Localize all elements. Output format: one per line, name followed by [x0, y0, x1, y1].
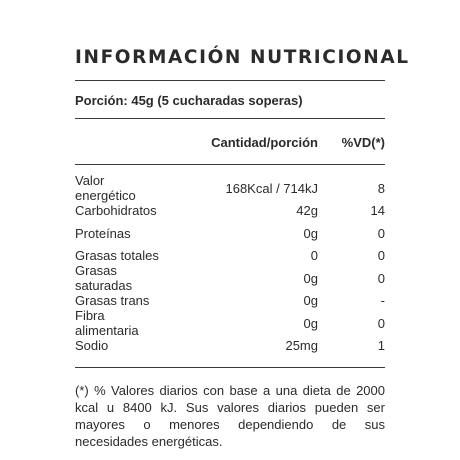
table-row — [75, 222, 385, 245]
nutrient-daily-value: 0 — [377, 225, 385, 241]
table-header — [75, 119, 385, 164]
nutrient-daily-value: 0 — [377, 270, 385, 286]
table-row — [75, 263, 385, 294]
header-daily-value: %VD(*) — [341, 135, 385, 150]
nutrient-amount: 25mg — [285, 338, 318, 354]
nutrient-amount: 0g — [303, 293, 318, 309]
nutrient-table — [75, 165, 385, 367]
nutrient-amount: 168Kcal / 714kJ — [225, 180, 318, 196]
nutrient-daily-value: 0 — [377, 315, 385, 331]
nutrient-daily-value: 8 — [377, 180, 385, 196]
nutrient-daily-value: 14 — [370, 203, 385, 219]
nutrient-amount: 0g — [303, 315, 318, 331]
nutrient-amount: 0g — [303, 225, 318, 241]
nutrient-name: Valor energético — [75, 173, 136, 204]
panel-title: INFORMACIÓN NUTRICIONAL — [75, 47, 410, 68]
nutrient-daily-value: 1 — [377, 338, 385, 354]
nutrition-facts-panel — [75, 40, 410, 450]
header-amount: Cantidad/porción — [211, 135, 318, 150]
nutrient-daily-value: 0 — [377, 248, 385, 264]
footnote: (*) % Valores diarios con base a una dieta de 2000 kcal u 8400 kJ. Sus valores diarios pueden ser mayores o menores dependiendo de sus necesidades energéticas. — [75, 383, 385, 449]
nutrient-name: Sodio — [75, 338, 109, 354]
table-row — [75, 335, 385, 358]
nutrient-name: Fibra alimentaria — [75, 308, 139, 339]
serving-size: Porción: 45g (5 cucharadas soperas) — [75, 93, 303, 108]
table-row — [75, 200, 385, 223]
nutrient-name: Grasas totales — [75, 248, 159, 264]
nutrient-name: Carbohidratos — [75, 203, 157, 219]
nutrient-amount: 42g — [296, 203, 318, 219]
table-row — [75, 173, 385, 204]
nutrient-daily-value: - — [380, 293, 385, 309]
nutrient-name: Grasas trans — [75, 293, 150, 309]
nutrient-amount: 0 — [310, 248, 318, 264]
nutrient-name: Proteínas — [75, 225, 131, 241]
nutrient-amount: 0g — [303, 270, 318, 286]
table-row — [75, 308, 385, 339]
nutrient-name: Grasas saturadas — [75, 263, 133, 294]
